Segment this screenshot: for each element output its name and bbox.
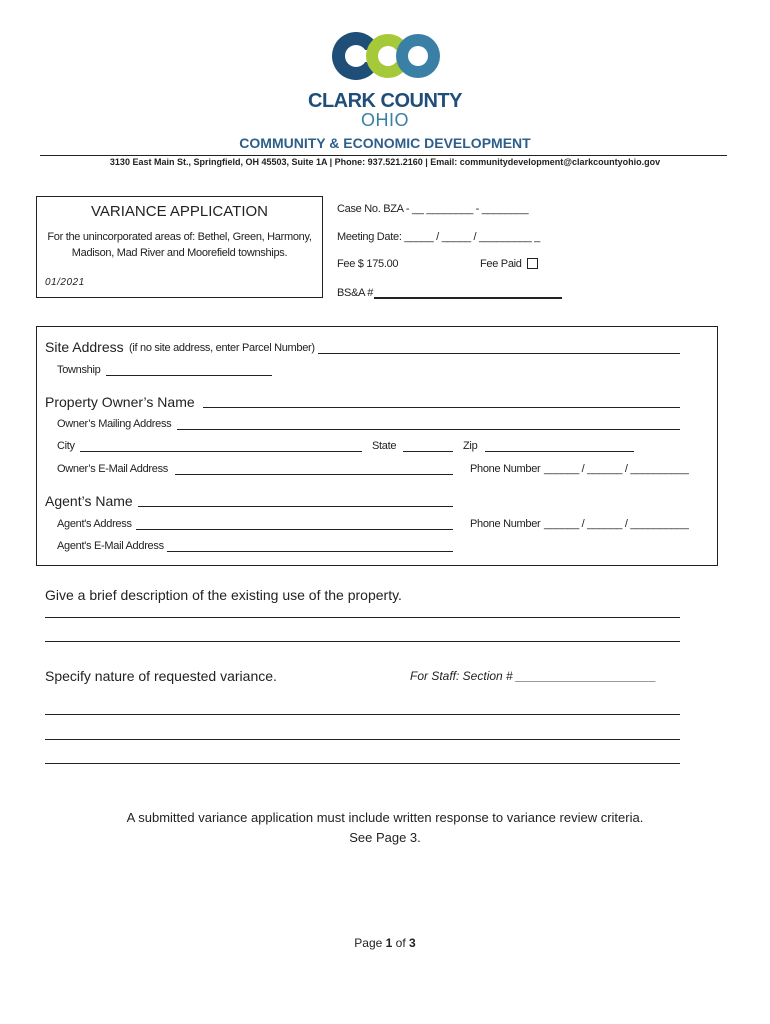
application-title: VARIANCE APPLICATION: [91, 203, 268, 220]
fee-paid-label: Fee Paid: [480, 258, 522, 270]
owner-email-label: Owner’s E-Mail Address: [57, 463, 168, 475]
site-address-note: (if no site address, enter Parcel Number): [129, 342, 315, 354]
fee-paid-checkbox[interactable]: [527, 258, 538, 269]
agent-address-field[interactable]: [136, 529, 453, 530]
site-address-label: Site Address: [45, 339, 124, 355]
zip-label: Zip: [463, 440, 478, 452]
state-field[interactable]: [403, 451, 453, 452]
variance-line-3[interactable]: [45, 763, 680, 764]
agent-phone-label: Phone Number: [470, 518, 541, 530]
variance-line-1[interactable]: [45, 714, 680, 715]
agent-email-field[interactable]: [167, 551, 453, 552]
owner-mailing-label: Owner’s Mailing Address: [57, 418, 172, 430]
existing-use-prompt: Give a brief description of the existing use of the property.: [45, 587, 402, 603]
agent-phone-field[interactable]: ______ / ______ / __________: [544, 518, 689, 530]
org-name: CLARK COUNTY: [308, 90, 462, 112]
jurisdiction-line-1: For the unincorporated areas of: Bethel, Green, Harmony,: [47, 231, 312, 243]
state-label: State: [372, 440, 397, 452]
agent-name-label: Agent’s Name: [45, 493, 133, 509]
org-state: OHIO: [360, 110, 409, 130]
bsa-field[interactable]: [374, 297, 562, 299]
fee-amount: Fee $ 175.00: [337, 258, 399, 270]
city-field[interactable]: [80, 451, 362, 452]
case-number: Case No. BZA - __ ________ - ________: [337, 203, 529, 215]
page-of: of: [392, 936, 410, 950]
county-logo: [330, 30, 442, 82]
cco-logo-icon: [330, 30, 442, 82]
page-current: 1: [385, 936, 393, 950]
owner-name-label: Property Owner’s Name: [45, 394, 195, 410]
contact-line: 3130 East Main St., Springfield, OH 45503, Suite 1A | Phone: 937.521.2160 | Email: communitydevelopment@clarkcountyohio.gov: [109, 157, 661, 167]
page-total: 3: [409, 936, 416, 950]
agent-address-label: Agent's Address: [57, 518, 132, 530]
owner-email-field[interactable]: [175, 474, 453, 475]
zip-field[interactable]: [485, 451, 634, 452]
city-label: City: [57, 440, 75, 452]
variance-line-2[interactable]: [45, 739, 680, 740]
township-field[interactable]: [106, 375, 272, 376]
criteria-note-line-1: A submitted variance application must include written response to variance review criteria.: [126, 810, 644, 825]
page-prefix: Page: [354, 936, 386, 950]
criteria-note-line-2: See Page 3.: [349, 830, 421, 845]
owner-phone-field[interactable]: ______ / ______ / __________: [544, 463, 689, 475]
meeting-date: Meeting Date: _____ / _____ / _________ _: [337, 231, 540, 243]
jurisdiction-line-2: Madison, Mad River and Moorefield townships.: [71, 247, 288, 259]
revision-date: 01/2021: [45, 277, 85, 288]
bsa-label: BS&A #: [337, 287, 374, 299]
staff-section-field[interactable]: For Staff: Section # _____________________: [410, 669, 657, 683]
header-rule: [40, 155, 727, 156]
site-address-field[interactable]: [318, 353, 680, 354]
variance-prompt: Specify nature of requested variance.: [45, 668, 277, 684]
existing-use-line-2[interactable]: [45, 641, 680, 642]
owner-mailing-field[interactable]: [177, 429, 680, 430]
title-box: [36, 196, 323, 298]
page-indicator: [0, 936, 770, 950]
agent-name-field[interactable]: [138, 506, 453, 507]
township-label: Township: [57, 364, 101, 376]
owner-name-field[interactable]: [203, 407, 680, 408]
owner-phone-label: Phone Number: [470, 463, 541, 475]
department-title: COMMUNITY & ECONOMIC DEVELOPMENT: [239, 135, 531, 151]
agent-email-label: Agent's E-Mail Address: [57, 540, 164, 552]
existing-use-line-1[interactable]: [45, 617, 680, 618]
